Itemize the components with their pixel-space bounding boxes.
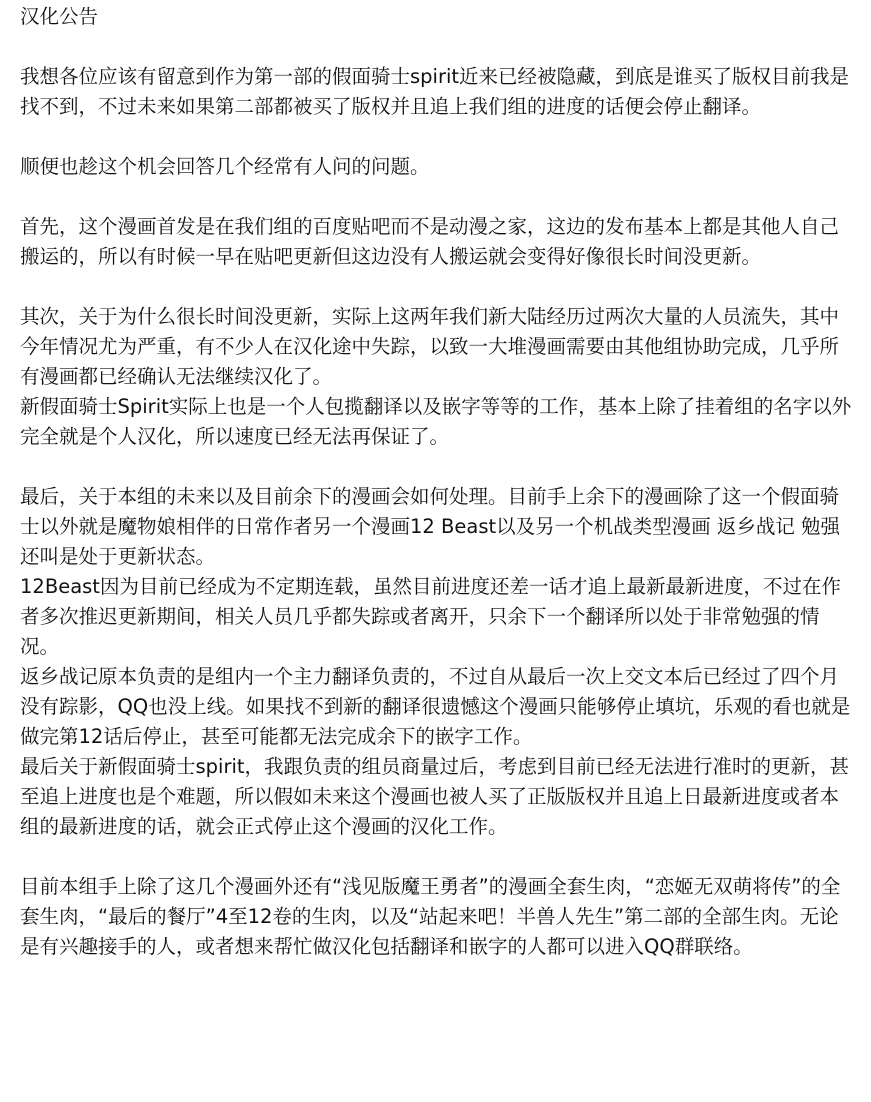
paragraph-return-war: 返乡战记原本负责的是组内一个主力翻译负责的，不过自从最后一次上交文本后已经过了四个月没有踪影，QQ也没上线。如果找不到新的翻译很遗憾这个漫画只能够停止填坑，乐观的看也就是做完第12话后停止，甚至可能都无法完成余下的嵌字工作。 <box>20 665 851 748</box>
paragraph-first-point: 首先，这个漫画首发是在我们组的百度贴吧而不是动漫之家，这边的发布基本上都是其他人自己搬运的，所以有时候一早在贴吧更新但这边没有人搬运就会变得好像很长时间没更新。 <box>20 215 840 268</box>
page-title: 汉化公告 <box>20 5 99 28</box>
paragraph-faq-intro: 顺便也趁这个机会回答几个经常有人问的问题。 <box>20 155 430 178</box>
paragraph-gap <box>20 182 853 212</box>
paragraph-gap <box>20 272 853 302</box>
paragraph-gap <box>20 122 853 152</box>
paragraph-gap <box>20 452 853 482</box>
paragraph-spirit-plan: 最后关于新假面骑士spirit，我跟负责的组员商量过后，考虑到目前已经无法进行准时的更新，甚至追上进度也是个难题，所以假如未来这个漫画也被人买了正版版权并且追上日最新进度或者本组的最新进度的话，就会正式停止这个漫画的汉化工作。 <box>20 755 850 838</box>
paragraph-copyright-notice: 我想各位应该有留意到作为第一部的假面骑士spirit近来已经被隐藏，到底是谁买了版权目前我是找不到，不过未来如果第二部都被买了版权并且追上我们组的进度的话便会停止翻译。 <box>20 65 850 118</box>
paragraph-12beast: 12Beast因为目前已经成为不定期连载，虽然目前进度还差一话才追上最新最新进度，不过在作者多次推迟更新期间，相关人员几乎都失踪或者离开，只余下一个翻译所以处于非常勉强的情况。 <box>20 575 841 658</box>
paragraph-final-point: 最后，关于本组的未来以及目前余下的漫画会如何处理。目前手上余下的漫画除了这一个假面骑士以外就是魔物娘相伴的日常作者另一个漫画12 Beast以及另一个机战类型漫画 返乡战记 勉强还叫是处于更新状态。 <box>20 485 841 568</box>
paragraph-second-point-detail: 新假面骑士Spirit实际上也是一个人包揽翻译以及嵌字等等的工作，基本上除了挂着组的名字以外完全就是个人汉化，所以速度已经无法再保证了。 <box>20 395 852 448</box>
paragraph-gap <box>20 842 853 872</box>
paragraph-second-point: 其次，关于为什么很长时间没更新，实际上这两年我们新大陆经历过两次大量的人员流失，其中今年情况尤为严重，有不少人在汉化途中失踪，以致一大堆漫画需要由其他组协助完成，几乎所有漫画都已经确认无法继续汉化了。 <box>20 305 840 388</box>
paragraph-raw-materials: 目前本组手上除了这几个漫画外还有“浅见版魔王勇者”的漫画全套生肉，“恋姬无双萌将传”的全套生肉，“最后的餐厅”4至12卷的生肉，以及“站起来吧！半兽人先生”第二部的全部生肉。无论是有兴趣接手的人，或者想来帮忙做汉化包括翻译和嵌字的人都可以进入QQ群联络。 <box>20 875 841 958</box>
